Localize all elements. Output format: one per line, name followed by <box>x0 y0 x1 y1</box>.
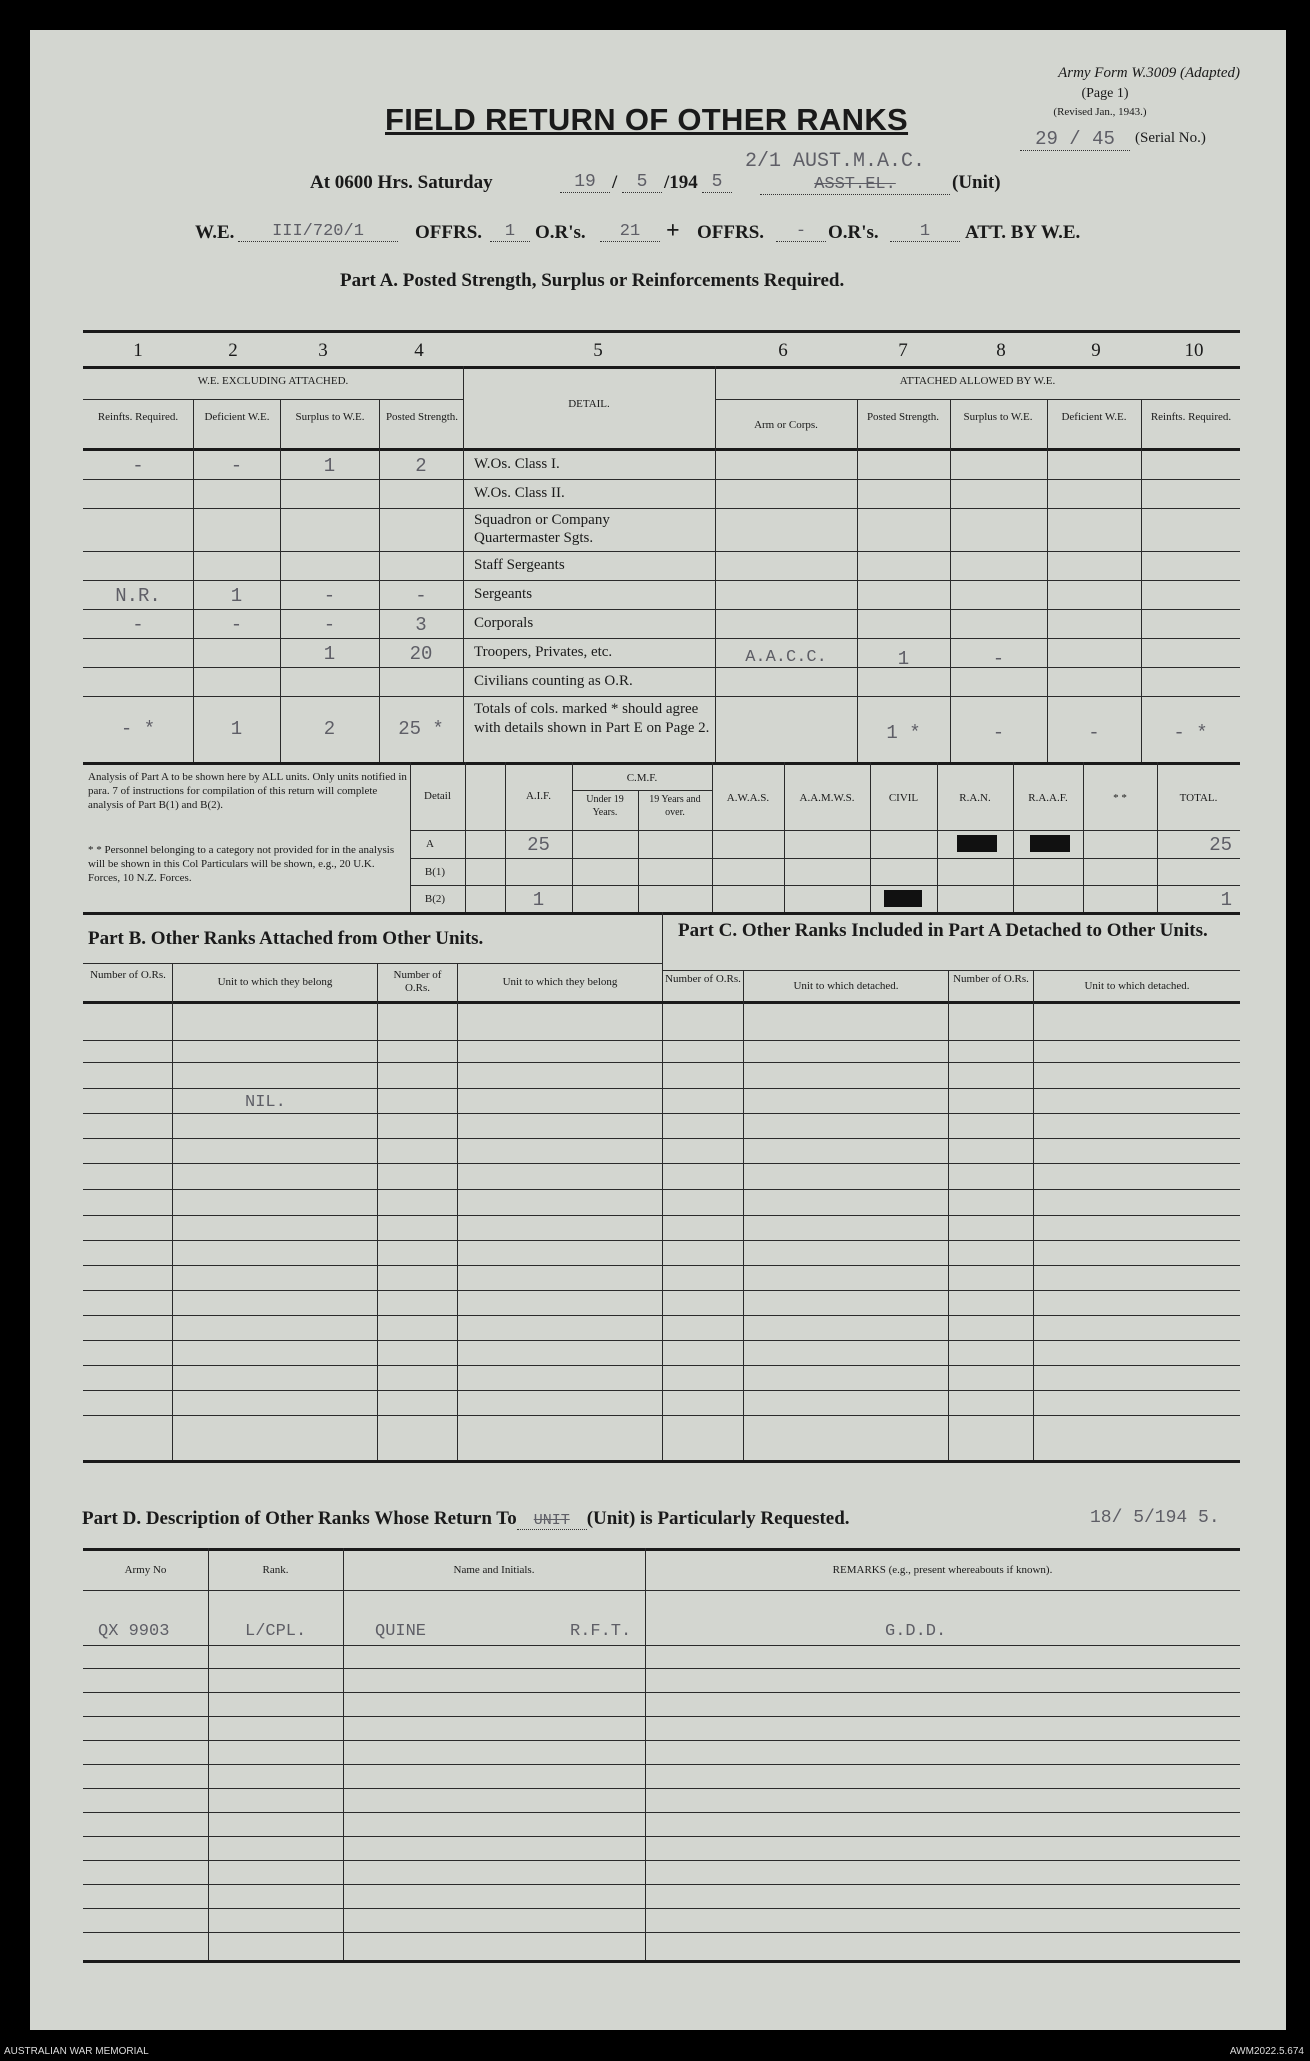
cell-arm-corps: A.A.C.C. <box>745 648 827 667</box>
hdr-reinfts-att: Reinfts. Required. <box>1150 411 1232 423</box>
cell-reinfts-total: - * <box>120 718 156 740</box>
date-year-suffix: 5 <box>702 172 732 193</box>
ors-label: O.R's. <box>535 222 586 243</box>
hdr-awas: A.W.A.S. <box>726 792 770 804</box>
analysis-detail-label: Detail <box>424 790 451 802</box>
col-number: 1 <box>133 340 143 361</box>
hdr-posted: Posted Strength. <box>385 411 459 423</box>
blackout-mark <box>1030 835 1070 852</box>
hdr-arm-corps: Arm or Corps. <box>754 419 818 431</box>
analysis-aif-a: 25 <box>527 834 550 856</box>
part-c-hdr-number-2: Number of O.Rs. <box>953 973 1029 985</box>
unit-struck: ASST.EL. <box>760 175 950 195</box>
part-c-hdr-unit-2: Unit to which detached. <box>1084 980 1190 992</box>
part-b-entry: NIL. <box>245 1093 286 1112</box>
cell-reinfts: - <box>132 455 144 477</box>
col-number: 4 <box>414 340 424 361</box>
part-d-hdr-rank: Rank. <box>262 1564 289 1576</box>
part-b-hdr-number: Number of O.Rs. <box>90 969 166 981</box>
part-d-rank: L/CPL. <box>245 1622 307 1641</box>
cell-posted: 3 <box>415 614 427 636</box>
ors2-label: O.R's. <box>828 222 879 243</box>
col-number: 8 <box>996 340 1006 361</box>
analysis-footnote: * * Personnel belonging to a category not provided for in the analysis will be shown in this Col Particulars will be shown, e.g., 20 U.K. Forces, 10 N.Z. Forces. <box>88 844 395 884</box>
date-day: 19 <box>560 172 610 193</box>
cell-deficient-total: 1 <box>230 718 243 740</box>
part-d-title-a: Part D. Description of Other Ranks Whose Return To <box>82 1508 517 1529</box>
hdr-deficient-att: Deficient W.E. <box>1061 411 1127 423</box>
detail-header: DETAIL. <box>568 398 610 410</box>
part-d-army-no: QX 9903 <box>98 1622 170 1641</box>
analysis-total-a: 25 <box>1209 834 1232 856</box>
date-year-prefix: /194 <box>664 172 698 193</box>
hdr-deficient: Deficient W.E. <box>204 411 270 423</box>
cell-deficient: - <box>230 614 243 636</box>
hdr-19-over: 19 Years and over. <box>649 794 701 818</box>
col-number: 5 <box>593 340 603 361</box>
we-value: III/720/1 <box>238 222 398 242</box>
col-number: 7 <box>898 340 908 361</box>
analysis-row-label: B(1) <box>424 866 446 878</box>
offrs-value: 1 <box>490 222 530 242</box>
hdr-surplus-att: Surplus to W.E. <box>963 411 1033 423</box>
hdr-raaf: R.A.A.F. <box>1028 792 1068 804</box>
serial-number: 29 / 45 <box>1020 128 1130 151</box>
part-c-hdr-number: Number of O.Rs. <box>665 973 741 985</box>
detail-label: Squadron or Company Quartermaster Sgts. <box>474 512 610 546</box>
serial-label: (Serial No.) <box>1135 130 1206 146</box>
cell-surplus: - <box>323 614 336 636</box>
part-d-unit-struck: UNIT <box>517 1512 587 1530</box>
cell-surplus: 1 <box>323 455 336 477</box>
ors-value: 21 <box>600 222 660 242</box>
hdr-reinfts: Reinfts. Required. <box>97 411 179 423</box>
cell-reinfts: N.R. <box>115 585 161 607</box>
part-d-date: 18/ 5/194 5. <box>1090 1508 1220 1528</box>
cell-reinfts: - <box>132 614 144 636</box>
part-c-title: Part C. Other Ranks Included in Part A Detached to Other Units. <box>678 920 1208 941</box>
form-adapted: (Adapted) <box>1180 65 1240 81</box>
cell-surplus-att-total: - <box>992 722 1005 744</box>
form-revised: (Revised Jan., 1943.) <box>1053 106 1147 118</box>
detail-label: Troopers, Privates, etc. <box>474 644 613 660</box>
detail-label: Totals of cols. marked * should agree with details shown in Part E on Page 2. <box>474 701 710 736</box>
part-d-hdr-army-no: Army No <box>124 1564 167 1576</box>
part-b-hdr-unit: Unit to which they belong <box>217 976 333 988</box>
part-d-name: QUINE <box>375 1622 427 1641</box>
cell-posted: 2 <box>415 455 427 477</box>
unit-value: 2/1 AUST.M.A.C. <box>745 150 926 173</box>
detail-label: W.Os. Class II. <box>474 485 565 501</box>
part-c-hdr-unit: Unit to which detached. <box>793 980 899 992</box>
column-numbers <box>83 340 1240 364</box>
part-d-initials: R.F.T. <box>570 1622 632 1641</box>
part-d-hdr-remarks: REMARKS (e.g., present whereabouts if known). <box>832 1564 1053 1576</box>
hdr-surplus: Surplus to W.E. <box>295 411 365 423</box>
offrs-label: OFFRS. <box>415 222 483 243</box>
part-b-hdr-unit-2: Unit to which they belong <box>502 976 618 988</box>
cell-surplus-att: - <box>992 648 1005 670</box>
part-b-title: Part B. Other Ranks Attached from Other Units. <box>88 928 484 949</box>
right-group-header: ATTACHED ALLOWED BY W.E. <box>899 375 1056 387</box>
cell-surplus-total: 2 <box>323 718 336 740</box>
footer-right: AWM2022.5.674 <box>1229 2046 1304 2057</box>
col-number: 3 <box>318 340 328 361</box>
cell-posted: 20 <box>409 643 433 665</box>
cell-deficient-att-total: - <box>1088 722 1100 744</box>
hdr-ran: R.A.N. <box>959 792 991 804</box>
analysis-row-label: B(2) <box>424 893 446 905</box>
form-number: Army Form W.3009 <box>1058 65 1177 81</box>
att-label: ATT. BY W.E. <box>965 222 1081 243</box>
detail-label: Civilians counting as O.R. <box>474 673 633 689</box>
footer-left: AUSTRALIAN WAR MEMORIAL <box>4 2046 149 2057</box>
hdr-civil: CIVIL <box>888 792 919 804</box>
cell-reinfts-att-total: - * <box>1173 722 1208 744</box>
cell-surplus: 1 <box>323 643 336 665</box>
hdr-aamws: A.A.M.W.S. <box>799 792 855 804</box>
col-number: 10 <box>1184 340 1204 361</box>
hdr-cmf: C.M.F. <box>626 772 658 784</box>
col-number: 9 <box>1091 340 1101 361</box>
at-line: At 0600 Hrs. Saturday <box>310 172 493 193</box>
hdr-posted-att: Posted Strength. <box>866 411 940 423</box>
cell-posted-total: 25 * <box>398 718 444 740</box>
hdr-under-19: Under 19 Years. <box>586 794 624 818</box>
cell-posted-att: 1 <box>897 648 910 670</box>
part-b-hdr-number-2: Number of O.Rs. <box>393 969 442 994</box>
analysis-aif-b2: 1 <box>532 889 545 911</box>
part-d-title-b: (Unit) is Particularly Requested. <box>586 1508 850 1529</box>
hdr-other: * * <box>1113 792 1127 804</box>
cell-surplus: - <box>323 585 336 607</box>
detail-label: Staff Sergeants <box>474 557 565 573</box>
form-id <box>960 65 1240 82</box>
part-d-title <box>82 1508 850 1530</box>
cell-posted-att-total: 1 * <box>886 722 921 744</box>
col-number: 2 <box>228 340 238 361</box>
detail-label: Corporals <box>474 615 534 631</box>
left-group-header: W.E. EXCLUDING ATTACHED. <box>197 375 349 387</box>
hdr-total: TOTAL. <box>1179 792 1218 804</box>
blackout-mark <box>957 835 997 852</box>
cell-deficient: - <box>230 455 243 477</box>
unit-label: (Unit) <box>952 172 1001 193</box>
part-d-remarks: G.D.D. <box>885 1622 947 1641</box>
analysis-row-label: A <box>426 838 434 850</box>
detail-label: Sergeants <box>474 586 533 602</box>
col-number: 6 <box>778 340 788 361</box>
ors2-value: 1 <box>890 222 960 242</box>
detail-label: W.Os. Class I. <box>474 456 560 472</box>
offrs2-value: - <box>776 222 826 242</box>
part-a-title: Part A. Posted Strength, Surplus or Reinforcements Required. <box>340 270 845 291</box>
form-title: FIELD RETURN OF OTHER RANKS <box>385 102 909 137</box>
plus-sign: + <box>666 218 680 244</box>
offrs2-label: OFFRS. <box>697 222 765 243</box>
blackout-mark <box>884 890 922 907</box>
cell-deficient: 1 <box>230 585 243 607</box>
part-d-hdr-name: Name and Initials. <box>453 1564 535 1576</box>
date-month: 5 <box>622 172 662 193</box>
hdr-aif: A.I.F. <box>525 790 552 802</box>
we-label: W.E. <box>195 222 235 243</box>
analysis-total-b2: 1 <box>1220 889 1232 911</box>
cell-posted: - <box>415 585 427 607</box>
form-page: (Page 1) <box>1081 86 1129 101</box>
analysis-note: Analysis of Part A to be shown here by ALL units. Only units notified in para. 7 of instructions for compilation of this return will complete analysis of Part B(1) and B(2). <box>88 771 407 811</box>
